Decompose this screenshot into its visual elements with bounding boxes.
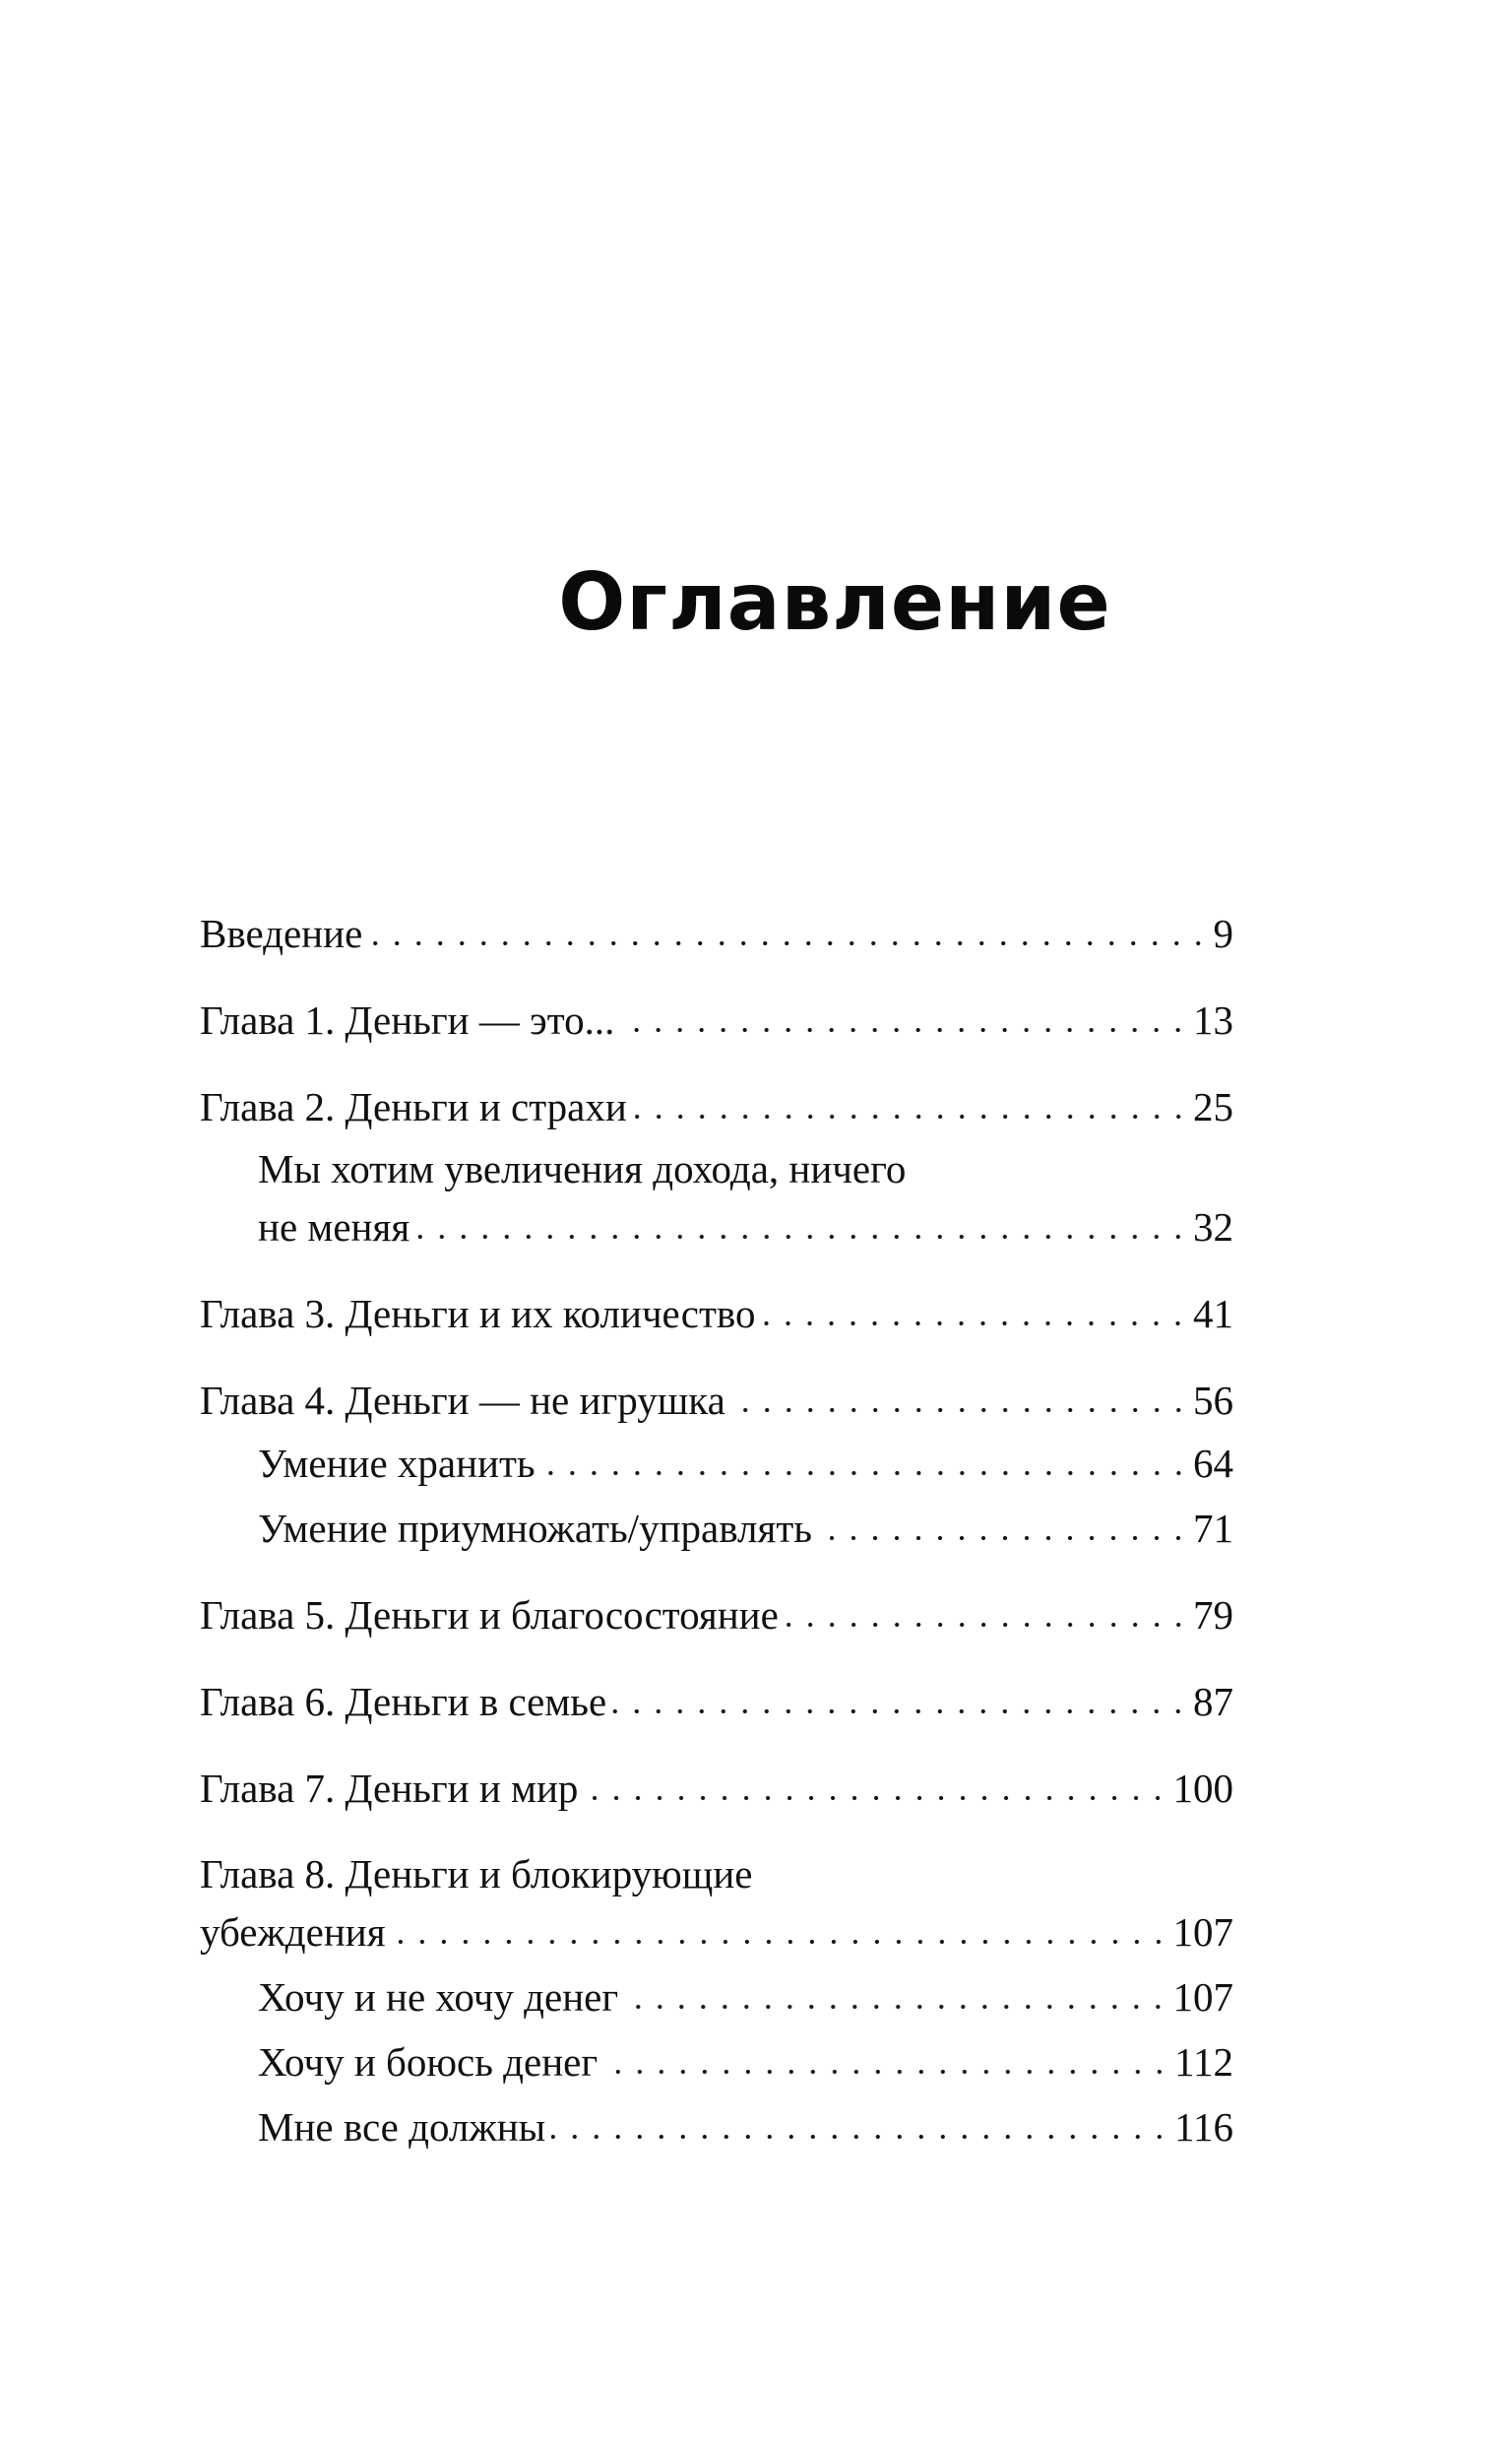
dot-leader [818,1534,1189,1542]
toc-entry-chapter-2[interactable] [200,1077,1233,1136]
toc-entry-page: 56 [1193,1378,1233,1423]
toc-entry-page: 64 [1193,1441,1233,1486]
toc-entry-title-line1: Глава 8. Деньги и блокирующие [200,1851,753,1897]
toc-entry-title: не меняя [258,1204,410,1250]
dot-leader [603,2068,1170,2076]
toc-entry-section-multiplying[interactable] [200,1499,1233,1558]
toc-entry-page: 107 [1172,1974,1233,2020]
toc-entry-chapter-7[interactable] [200,1759,1233,1818]
toc-entry-title: Глава 6. Деньги в семье [200,1679,607,1724]
toc-entry-page: 116 [1174,2104,1233,2150]
toc-entry-title: Глава 5. Деньги и благосостояние [200,1592,779,1638]
toc-entry-introduction[interactable] [200,904,1233,963]
toc-entry-section-everyone-owes[interactable] [200,2097,1233,2156]
dot-leader [551,2133,1170,2141]
dot-leader [620,1026,1189,1034]
toc-entry-page: 100 [1172,1766,1233,1811]
toc-entry-page: 25 [1193,1084,1233,1129]
toc-entry-title: Хочу и не хочу денег [258,1974,619,2020]
toc-entry-section-want-fear[interactable] [200,2032,1233,2091]
dot-leader [415,1233,1189,1241]
toc-entry-title: Умение приумножать/управлять [258,1506,812,1551]
dot-leader [584,1794,1168,1802]
toc-entry-title: Введение [200,911,363,956]
dot-leader [612,1707,1189,1715]
toc-entry-section-income[interactable] [200,1140,1233,1256]
toc-entry-page: 41 [1193,1291,1233,1336]
toc-entry-title: Глава 2. Деньги и страхи [200,1084,627,1129]
page-title: Оглавление [558,556,1111,648]
dot-leader [624,2003,1168,2011]
toc-entry-title: Глава 1. Деньги — это... [200,997,615,1043]
toc-entry-page: 13 [1193,997,1233,1043]
toc-entry-chapter-4[interactable] [200,1371,1233,1430]
table-of-contents [200,904,1233,2156]
toc-entry-page: 87 [1193,1679,1233,1724]
toc-entry-title: убеждения [200,1909,386,1955]
toc-entry-page: 71 [1193,1506,1233,1551]
toc-entry-title: Хочу и боюсь денег [258,2039,598,2085]
toc-entry-chapter-6[interactable] [200,1672,1233,1731]
toc-entry-chapter-3[interactable] [200,1284,1233,1343]
toc-entry-title: Мне все должны [258,2104,546,2150]
toc-entry-chapter-5[interactable] [200,1585,1233,1644]
toc-entry-section-saving[interactable] [200,1434,1233,1493]
dot-leader [392,1938,1169,1946]
toc-entry-title: Умение хранить [258,1441,536,1486]
toc-entry-page: 9 [1213,911,1233,956]
toc-entry-title: Глава 7. Деньги и мир [200,1766,579,1811]
dot-leader [368,939,1209,947]
dot-leader [633,1113,1189,1121]
dot-leader [541,1469,1189,1477]
toc-entry-title: Глава 3. Деньги и их количество [200,1291,756,1336]
dot-leader [785,1621,1189,1629]
toc-entry-title-line1: Мы хотим увеличения дохода, ничего [258,1146,907,1191]
toc-entry-title: Глава 4. Деньги — не игрушка [200,1378,725,1423]
toc-entry-chapter-1[interactable] [200,991,1233,1050]
toc-entry-page: 112 [1174,2039,1233,2085]
toc-entry-page: 107 [1172,1909,1233,1955]
dot-leader [761,1319,1189,1327]
toc-entry-page: 32 [1193,1204,1233,1250]
toc-entry-page: 79 [1193,1592,1233,1638]
toc-entry-section-want-dont-want[interactable] [200,1967,1233,2026]
toc-entry-chapter-8[interactable] [200,1845,1233,1961]
dot-leader [731,1406,1189,1414]
